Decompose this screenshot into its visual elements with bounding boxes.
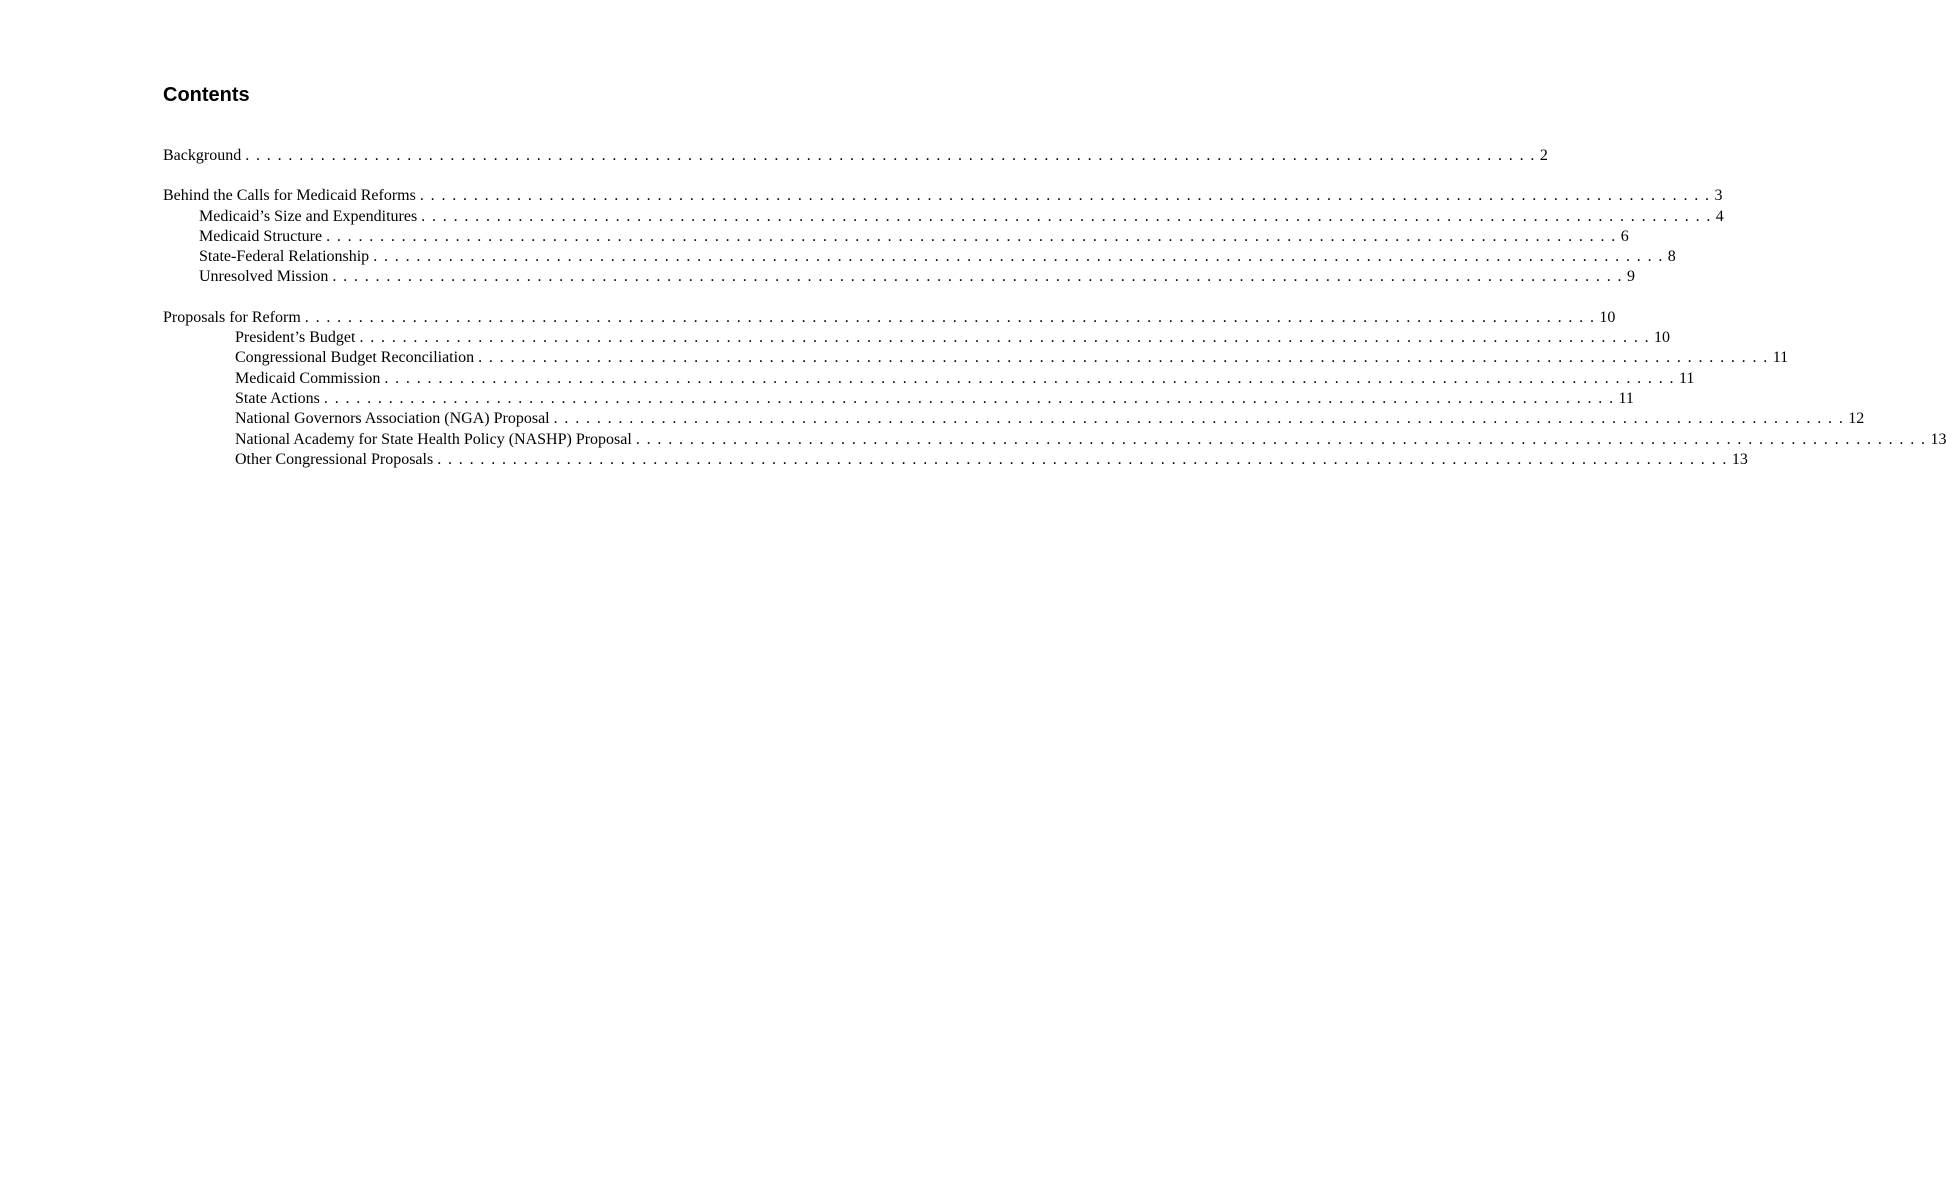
dot-leader: . . . . . . . . . . . . . . . . . . . . . . . . . . . . . . . . . . . . . . . . . . . . . . . . . . . . . . . . . . . . . . . . . . . . . . . . . . . . . . . . . . . . . . . . . . . . . . . . . . . . . . . . . . . . . . . . . . . . . . . .	[359, 329, 1651, 347]
toc-entry-page: 6	[1620, 227, 1629, 245]
toc-entry-label: Medicaid Structure	[199, 227, 323, 245]
dot-leader: . . . . . . . . . . . . . . . . . . . . . . . . . . . . . . . . . . . . . . . . . . . . . . . . . . . . . . . . . . . . . . . . . . . . . . . . . . . . . . . . . . . . . . . . . . . . . . . . . . . . . . . . . . . . . . . . . . . . . . . .	[373, 248, 1664, 266]
dot-leader: . . . . . . . . . . . . . . . . . . . . . . . . . . . . . . . . . . . . . . . . . . . . . . . . . . . . . . . . . . . . . . . . . . . . . . . . . . . . . . . . . . . . . . . . . . . . . . . . . . . . . . . . . . . . . . . . . . . . . . . .	[421, 207, 1712, 225]
toc-entry[interactable]	[163, 207, 1724, 227]
toc-entry[interactable]	[163, 186, 1723, 206]
dot-leader: . . . . . . . . . . . . . . . . . . . . . . . . . . . . . . . . . . . . . . . . . . . . . . . . . . . . . . . . . . . . . . . . . . . . . . . . . . . . . . . . . . . . . . . . . . . . . . . . . . . . . . . . . . . . . . . . . . . . . . . .	[437, 450, 1728, 468]
toc-entry-page: 3	[1714, 187, 1723, 205]
toc-entry-label: National Academy for State Health Policy (NASHP) Proposal	[235, 430, 632, 448]
toc-entry-page: 13	[1731, 450, 1748, 468]
toc-entry-page: 2	[1539, 147, 1548, 164]
toc-entry-page: 10	[1599, 308, 1616, 326]
toc-entry[interactable]	[163, 328, 1671, 348]
toc-entry-label: President’s Budget	[235, 329, 356, 347]
dot-leader: . . . . . . . . . . . . . . . . . . . . . . . . . . . . . . . . . . . . . . . . . . . . . . . . . . . . . . . . . . . . . . . . . . . . . . . . . . . . . . . . . . . . . . . . . . . . . . . . . . . . . . . . . . . . . . . . . . . . . . . .	[553, 410, 1845, 428]
dot-leader: . . . . . . . . . . . . . . . . . . . . . . . . . . . . . . . . . . . . . . . . . . . . . . . . . . . . . . . . . . . . . . . . . . . . . . . . . . . . . . . . . . . . . . . . . . . . . . . . . . . . . . . . . . . . . . . . . . . . . . . .	[326, 227, 1617, 245]
toc-entry-page: 11	[1678, 369, 1695, 387]
toc-entry[interactable]	[163, 146, 1548, 166]
toc-entry[interactable]	[163, 409, 1865, 429]
toc-entry[interactable]	[163, 308, 1616, 328]
toc-entry[interactable]	[163, 227, 1629, 247]
toc-entry-label: Other Congressional Proposals	[235, 450, 434, 468]
toc-entry-label: Background	[163, 147, 242, 164]
toc-entry[interactable]	[163, 348, 1789, 368]
toc-entry-label: Behind the Calls for Medicaid Reforms	[163, 187, 416, 205]
toc-entry[interactable]	[163, 267, 1635, 287]
dot-leader: . . . . . . . . . . . . . . . . . . . . . . . . . . . . . . . . . . . . . . . . . . . . . . . . . . . . . . . . . . . . . . . . . . . . . . . . . . . . . . . . . . . . . . . . . . . . . . . . . . . . . . . . . . . . . . . . . . . . . . . .	[384, 369, 1675, 387]
toc-entry-page: 9	[1626, 268, 1635, 286]
toc-entry-page: 13	[1930, 430, 1946, 448]
toc-entry[interactable]	[163, 450, 1748, 470]
toc-entry[interactable]	[163, 369, 1695, 389]
dot-leader: . . . . . . . . . . . . . . . . . . . . . . . . . . . . . . . . . . . . . . . . . . . . . . . . . . . . . . . . . . . . . . . . . . . . . . . . . . . . . . . . . . . . . . . . . . . . . . . . . . . . . . . . . . . . . . . . . . . . . . . .	[304, 308, 1596, 326]
toc-entry-label: State Actions	[235, 389, 320, 407]
table-of-contents	[163, 146, 1946, 470]
dot-leader: . . . . . . . . . . . . . . . . . . . . . . . . . . . . . . . . . . . . . . . . . . . . . . . . . . . . . . . . . . . . . . . . . . . . . . . . . . . . . . . . . . . . . . . . . . . . . . . . . . . . . . . . . . . . . . . . . . . . . . . .	[245, 147, 1536, 164]
toc-entry-page: 10	[1654, 329, 1671, 347]
toc-entry-label: Medicaid Commission	[235, 369, 381, 387]
toc-entry-page: 11	[1618, 389, 1634, 407]
dot-leader: . . . . . . . . . . . . . . . . . . . . . . . . . . . . . . . . . . . . . . . . . . . . . . . . . . . . . . . . . . . . . . . . . . . . . . . . . . . . . . . . . . . . . . . . . . . . . . . . . . . . . . . . . . . . . . . . . . . . . . . .	[419, 187, 1711, 205]
toc-entry[interactable]	[163, 389, 1634, 409]
dot-leader: . . . . . . . . . . . . . . . . . . . . . . . . . . . . . . . . . . . . . . . . . . . . . . . . . . . . . . . . . . . . . . . . . . . . . . . . . . . . . . . . . . . . . . . . . . . . . . . . . . . . . . . . . . . . . . . . . . . . . . . .	[323, 389, 1615, 407]
toc-entry[interactable]	[163, 430, 1946, 450]
dot-leader: . . . . . . . . . . . . . . . . . . . . . . . . . . . . . . . . . . . . . . . . . . . . . . . . . . . . . . . . . . . . . . . . . . . . . . . . . . . . . . . . . . . . . . . . . . . . . . . . . . . . . . . . . . . . . . . . . . . . . . . .	[332, 268, 1623, 286]
toc-entry-label: Proposals for Reform	[163, 308, 301, 326]
toc-entry-page: 8	[1667, 248, 1676, 266]
toc-entry-label: Unresolved Mission	[199, 268, 329, 286]
toc-entry-label: National Governors Association (NGA) Proposal	[235, 410, 550, 428]
toc-entry-label: State-Federal Relationship	[199, 248, 370, 266]
page-title: Contents	[163, 84, 250, 106]
toc-entry-page: 12	[1848, 410, 1865, 428]
toc-entry-page: 4	[1715, 207, 1724, 225]
toc-entry[interactable]	[163, 247, 1676, 267]
dot-leader: . . . . . . . . . . . . . . . . . . . . . . . . . . . . . . . . . . . . . . . . . . . . . . . . . . . . . . . . . . . . . . . . . . . . . . . . . . . . . . . . . . . . . . . . . . . . . . . . . . . . . . . . . . . . . . . . . . . . . . . .	[635, 430, 1927, 448]
toc-entry-label: Congressional Budget Reconciliation	[235, 349, 475, 367]
toc-entry-page: 11	[1772, 349, 1789, 367]
toc-entry-label: Medicaid’s Size and Expenditures	[199, 207, 418, 225]
dot-leader: . . . . . . . . . . . . . . . . . . . . . . . . . . . . . . . . . . . . . . . . . . . . . . . . . . . . . . . . . . . . . . . . . . . . . . . . . . . . . . . . . . . . . . . . . . . . . . . . . . . . . . . . . . . . . . . . . . . . . . . .	[478, 349, 1769, 367]
